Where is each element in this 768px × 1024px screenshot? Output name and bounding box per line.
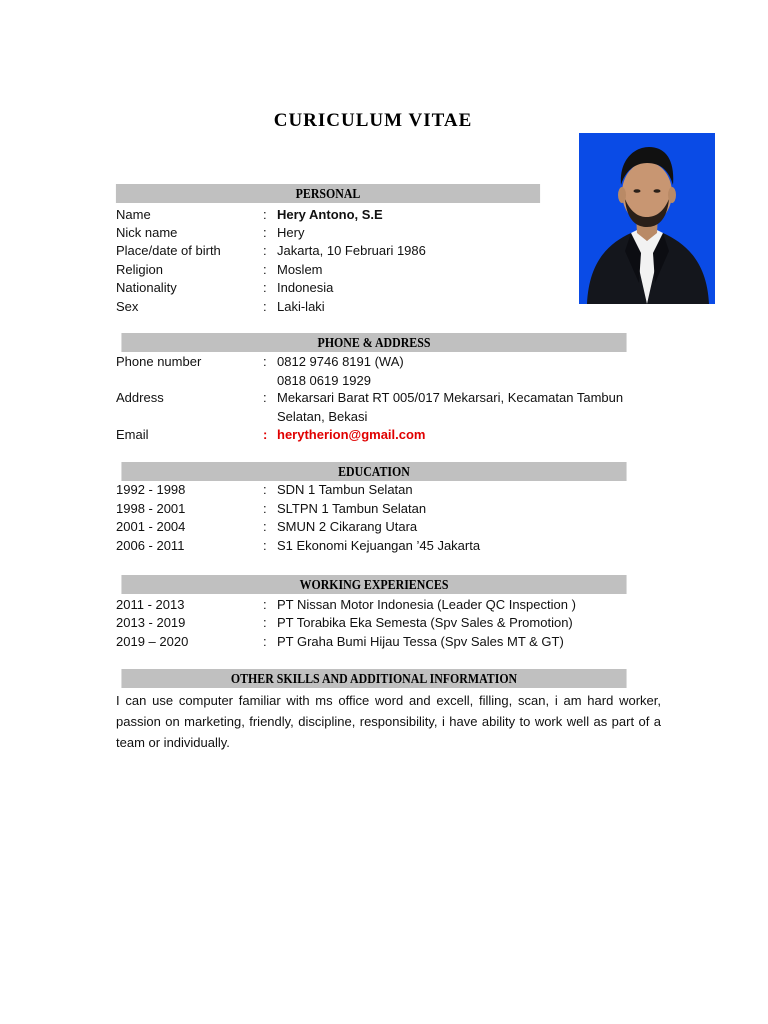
period-label: 2011 - 2013 <box>116 597 185 612</box>
colon: : <box>263 482 267 497</box>
colon: : <box>263 501 267 516</box>
field-label: Name <box>116 207 151 222</box>
colon: : <box>263 390 267 405</box>
address-line-1: Mekarsari Barat RT 005/017 Mekarsari, Kecamatan Tambun <box>277 390 624 405</box>
colon: : <box>263 243 267 258</box>
field-label: Sex <box>116 299 139 314</box>
address-line-2: Selatan, Bekasi <box>277 409 368 424</box>
field-value: Laki-laki <box>277 299 325 314</box>
colon: : <box>263 225 267 240</box>
colon: : <box>263 597 267 612</box>
period-label: 1998 - 2001 <box>116 501 186 516</box>
company-name: PT Torabika Eka Semesta (Spv Sales & Promotion) <box>277 615 573 630</box>
section-header-phone-address: PHONE & ADDRESS <box>121 333 626 352</box>
field-label: Nick name <box>116 225 178 240</box>
section-header-personal: PERSONAL <box>116 184 540 203</box>
field-value: Indonesia <box>277 280 334 295</box>
school-name: SDN 1 Tambun Selatan <box>277 482 413 497</box>
field-value: Hery Antono, S.E <box>277 207 383 222</box>
field-label: Place/date of birth <box>116 243 221 258</box>
phone-number-1: 0812 9746 8191 (WA) <box>277 354 404 369</box>
period-label: 2001 - 2004 <box>116 519 186 534</box>
field-value: Jakarta, 10 Februari 1986 <box>277 243 426 258</box>
colon: : <box>263 207 267 222</box>
colon: : <box>263 615 267 630</box>
field-label: Nationality <box>116 280 177 295</box>
person-portrait-icon <box>579 133 715 304</box>
field-label: Phone number <box>116 354 202 369</box>
colon: : <box>263 262 267 277</box>
company-name: PT Nissan Motor Indonesia (Leader QC Inspection ) <box>277 597 576 612</box>
colon: : <box>263 538 267 553</box>
email-link[interactable]: herytherion@gmail.com <box>277 427 426 442</box>
colon: : <box>263 354 267 369</box>
period-label: 2006 - 2011 <box>116 538 185 553</box>
field-value: Hery <box>277 225 305 240</box>
section-header-other-skills: OTHER SKILLS AND ADDITIONAL INFORMATION <box>121 669 626 688</box>
field-value: Moslem <box>277 262 323 277</box>
school-name: SMUN 2 Cikarang Utara <box>277 519 418 534</box>
period-label: 2013 - 2019 <box>116 615 186 630</box>
section-header-working-experiences: WORKING EXPERIENCES <box>121 575 626 594</box>
school-name: SLTPN 1 Tambun Selatan <box>277 501 427 516</box>
colon: : <box>263 299 267 314</box>
document-title: CURICULUM VITAE <box>273 110 473 131</box>
colon: : <box>263 519 267 534</box>
colon: : <box>263 280 267 295</box>
period-label: 1992 - 1998 <box>116 482 186 497</box>
field-label: Address <box>116 390 164 405</box>
profile-photo <box>579 133 715 304</box>
skills-paragraph: I can use computer familiar with ms office word and excell, filling, scan, i am hard worker, passion on marketing, friendly, discipline, responsibility, i have ability to work well as part of a team or individually. <box>116 693 661 750</box>
phone-number-2: 0818 0619 1929 <box>277 373 371 388</box>
period-label: 2019 – 2020 <box>116 634 189 649</box>
school-name: S1 Ekonomi Kejuangan ’45 Jakarta <box>277 538 481 553</box>
field-label: Religion <box>116 262 163 277</box>
company-name: PT Graha Bumi Hijau Tessa (Spv Sales MT & GT) <box>277 634 564 649</box>
section-header-education: EDUCATION <box>121 462 626 481</box>
field-label: Email <box>116 427 149 442</box>
colon: : <box>263 427 268 442</box>
colon: : <box>263 634 267 649</box>
